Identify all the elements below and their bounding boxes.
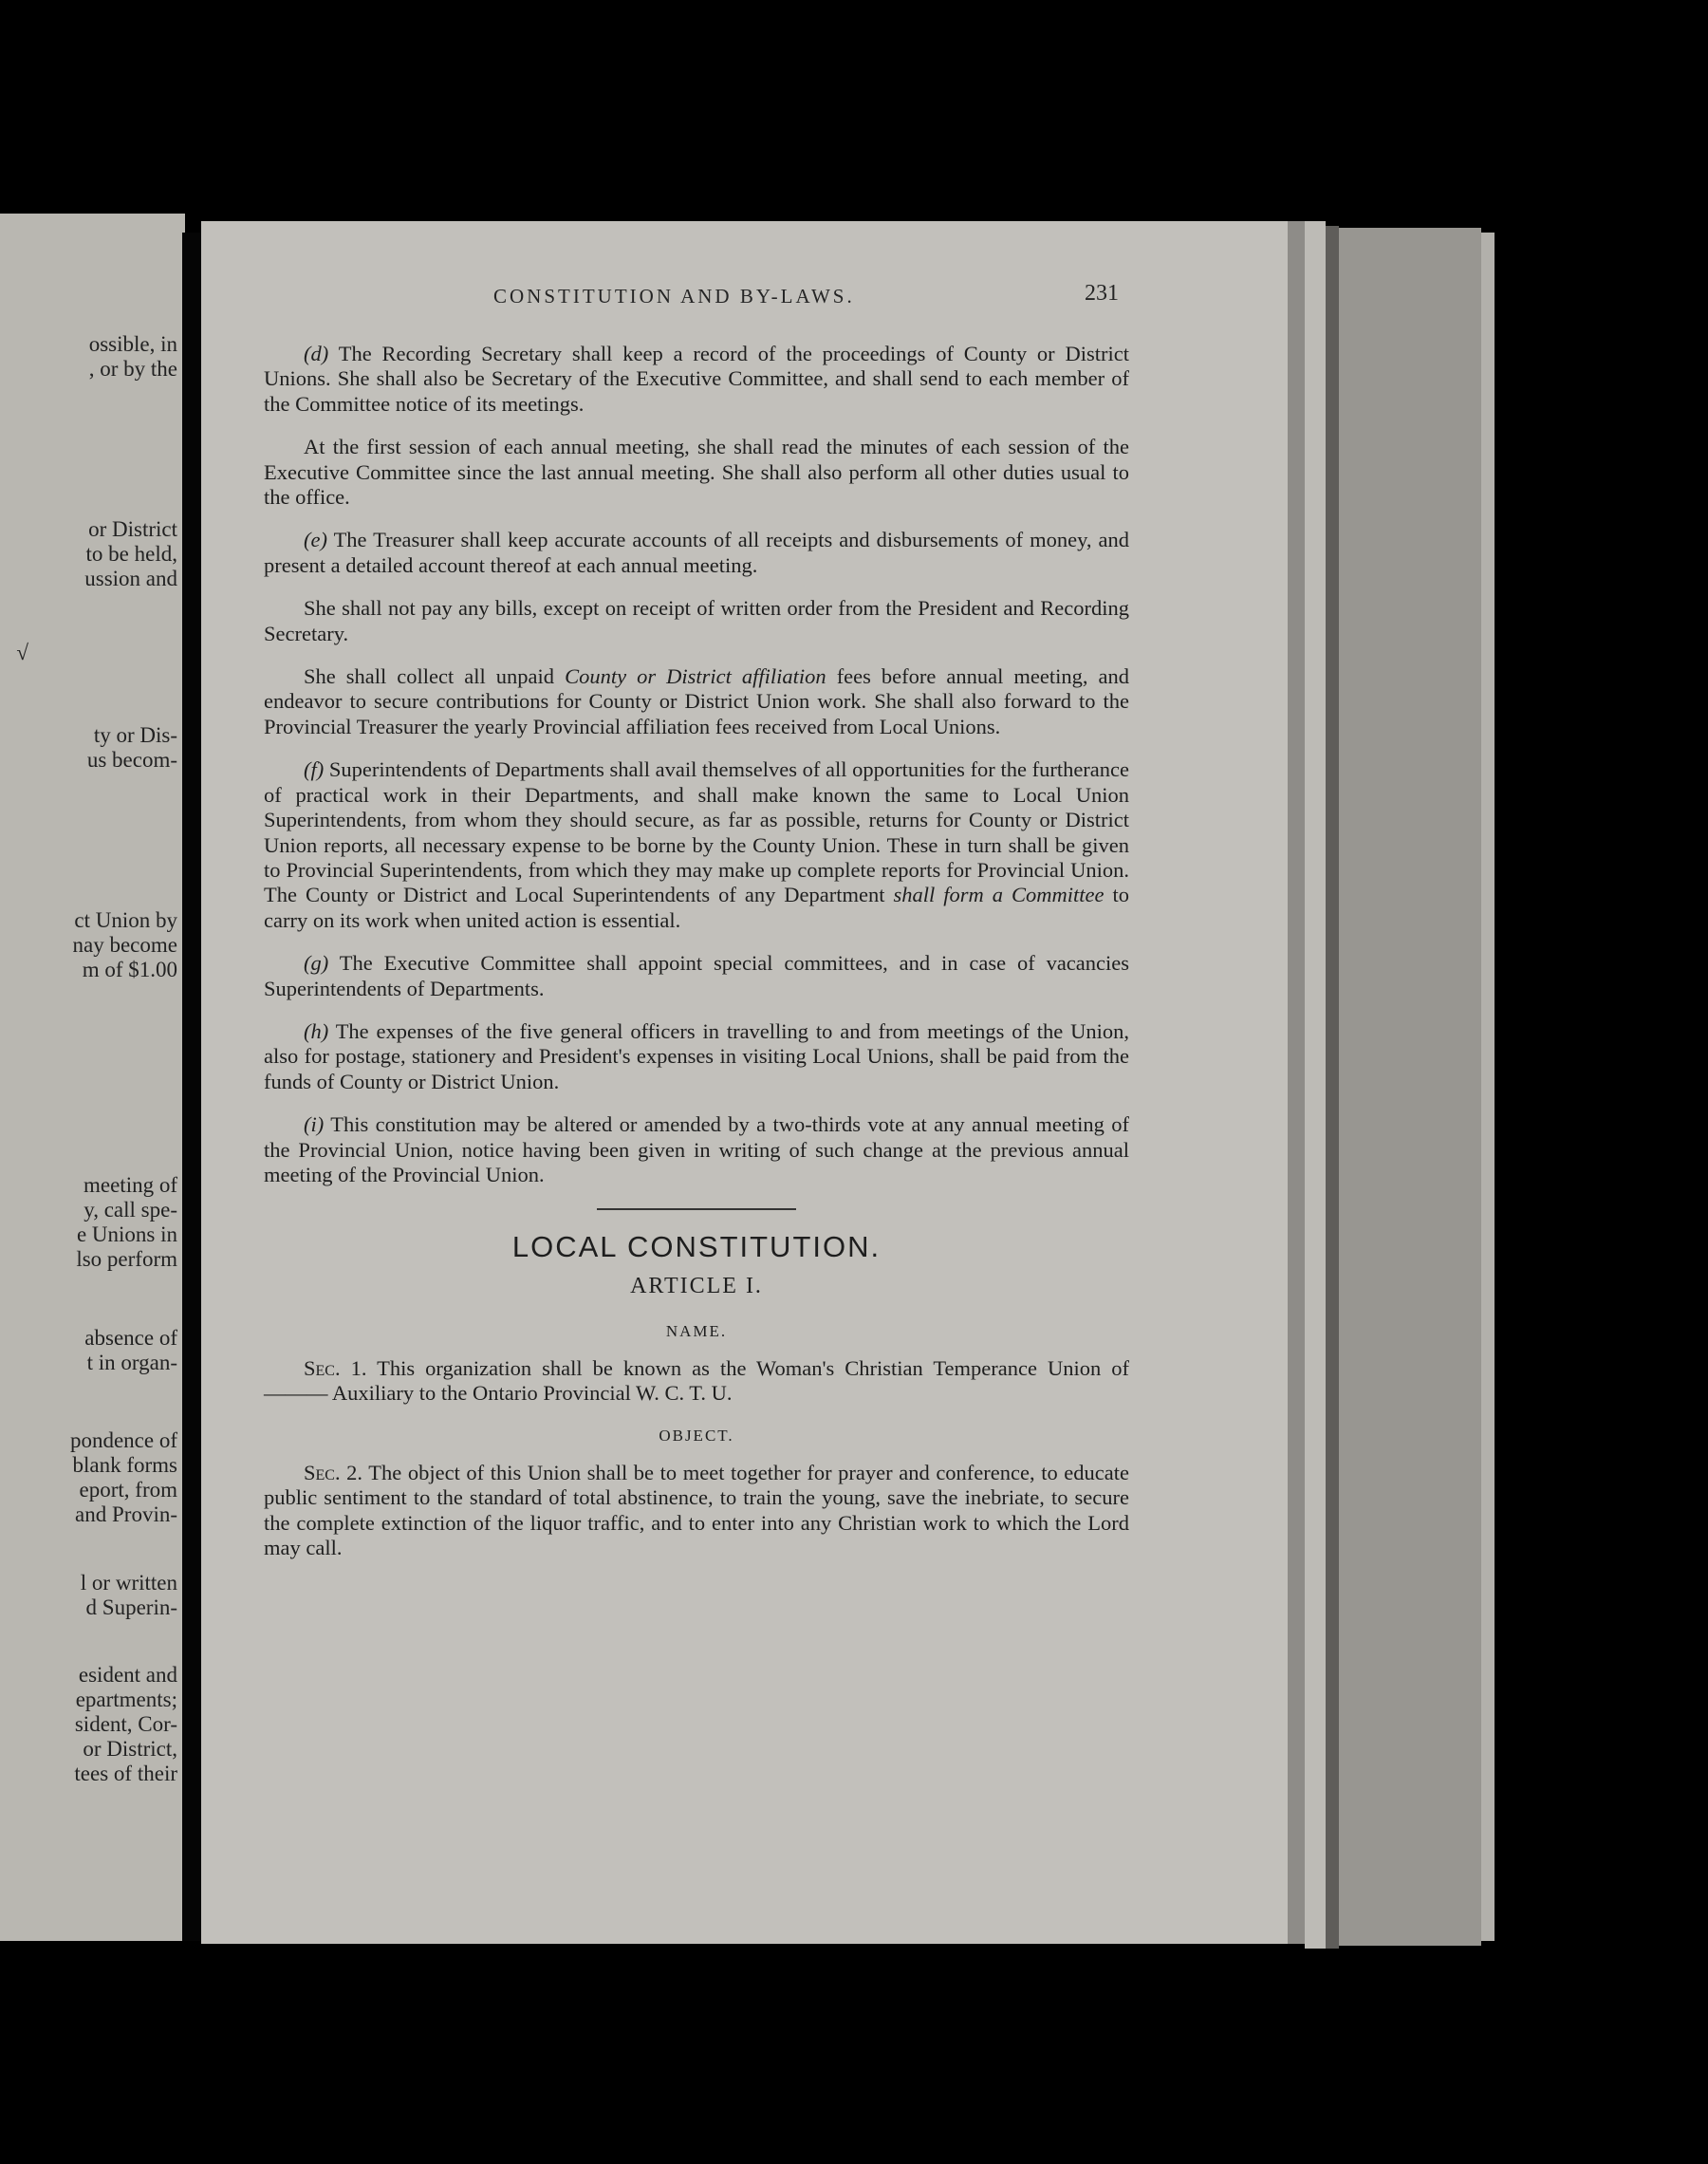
sec-text: The object of this Union shall be to meet together for prayer and conference, to educate public sentiment to the standard of total abstinence, to train the young, save the inebriate, to secure the complete extinction of the liquor traffic, and to enter into any Christian work to which the Lord may call. — [264, 1460, 1130, 1560]
sec-label: Sec. 2. — [304, 1460, 363, 1484]
section-text: to carry on its work when united action is essential. — [264, 883, 1130, 932]
section-mark: (e) — [304, 528, 327, 552]
page-edge — [1305, 221, 1326, 1949]
left-page-fragment: ct Union by — [74, 908, 177, 932]
section-d — [264, 342, 1129, 417]
left-page-fragment: t in organ- — [86, 1351, 177, 1374]
left-page-fragment: pondence of — [69, 1428, 177, 1452]
left-page-fragment: tees of their — [74, 1762, 177, 1785]
left-page-fragment: sident, Cor- — [74, 1712, 177, 1736]
section-i — [264, 1112, 1129, 1187]
sec-text: This organization shall be known as the Woman's Christian Temperance Union of ——— Auxiliary to the Ontario Provincial W. C. T. U. — [264, 1355, 1129, 1405]
page-edge — [1326, 226, 1339, 1949]
section-text: The Recording Secretary shall keep a record of the proceedings of County or District Unions. She shall also be Secretary of the Executive Committee, and shall send to each member of the Committee notice of its meetings. — [264, 342, 1129, 416]
section-g — [264, 951, 1129, 1001]
left-page-fragment: d Superin- — [85, 1595, 177, 1619]
left-page-fragment: absence of — [84, 1326, 177, 1350]
section-e — [264, 528, 1129, 578]
section-mark: (f) — [304, 757, 325, 782]
section-text: Superintendents of Departments shall avail themselves of all opportunities for the furtherance of practical work in their Departments, and shall make known the same to Local Union Superintendents, from whom they should secure, as far as possible, returns for County or District Union reports, all necessary expense to be borne by the County Union. These in turn shall be given to Provincial Superintendents, from which they may make up complete reports for Provincial Union. The County or District and Local Superintendents of any Department — [264, 757, 1130, 907]
local-constitution-title: LOCAL CONSTITUTION. — [511, 1230, 882, 1264]
sec-1 — [264, 1356, 1129, 1407]
section-h — [264, 1019, 1129, 1094]
section-text: She shall collect all unpaid — [304, 664, 555, 689]
left-page-fragment: e Unions in — [76, 1222, 177, 1246]
left-page-fragment: or District, — [83, 1737, 177, 1761]
left-page-fragment: and Provin- — [75, 1502, 177, 1526]
left-page-fragment: m of $1.00 — [82, 958, 177, 981]
left-page-fragment: or District — [88, 517, 177, 541]
left-page-fragment: ussion and — [84, 567, 177, 590]
sec-2 — [264, 1461, 1129, 1561]
object-heading: OBJECT. — [659, 1427, 734, 1446]
article-heading: ARTICLE I. — [630, 1273, 763, 1298]
left-facing-page — [0, 214, 185, 1941]
left-page-fragment: l or written — [80, 1571, 177, 1595]
section-text: fees before annual meeting, and endeavor to secure contributions for County or District Union work. She shall also forward to the Provincial Treasurer the yearly Provincial affiliation fees received from Local Unions. — [264, 664, 1130, 738]
page-edge — [1481, 233, 1494, 1941]
left-page-fragment: lso perform — [76, 1247, 177, 1271]
left-page-fragment: ty or Dis- — [93, 723, 177, 747]
page-body — [264, 342, 1129, 1578]
left-page-fragment: to be held, — [85, 542, 177, 566]
left-page-fragment: blank forms — [72, 1453, 177, 1477]
left-page-fragment: nay become — [72, 933, 177, 957]
left-page-checkmark: √ — [16, 641, 28, 664]
section-e-fees — [264, 664, 1129, 739]
section-mark: (d) — [304, 342, 329, 365]
section-d-continued: At the first session of each annual meeting, she shall read the minutes of each session of the Executive Committee since the last annual meeting. She shall also perform all other duties usual to the office. — [264, 435, 1129, 510]
section-f — [264, 757, 1129, 933]
left-page-fragment: ossible, in — [88, 332, 177, 356]
section-text: The Treasurer shall keep accurate accounts of all receipts and disbursements of money, and present a detailed account thereof at each annual meeting. — [264, 528, 1129, 577]
section-italic-text: shall form a Committee — [893, 883, 1105, 907]
running-header: CONSTITUTION AND BY-LAWS. — [493, 285, 855, 308]
left-page-fragment: , or by the — [88, 357, 177, 381]
section-text: The expenses of the five general officers in travelling to and from meetings of the Union, also for postage, stationery and President's expenses in visiting Local Unions, shall be paid from the funds of County or District Union. — [264, 1018, 1129, 1093]
section-text: This constitution may be altered or amended by a two-thirds vote at any annual meeting of the Provincial Union, notice having been given in writing of such change at the previous annual meeting of the Provincial Union. — [264, 1112, 1129, 1186]
section-mark: (i) — [304, 1112, 325, 1137]
left-page-fragment: esident and — [78, 1663, 177, 1687]
left-page-fragment: y, call spe- — [84, 1198, 177, 1222]
left-page-fragment: meeting of — [84, 1173, 177, 1197]
section-mark: (g) — [304, 951, 329, 976]
page-edge — [1288, 221, 1305, 1944]
left-page-fragment: eport, from — [79, 1478, 177, 1502]
sec-label: Sec. 1. — [304, 1355, 367, 1380]
section-e-continued: She shall not pay any bills, except on receipt of written order from the President and Recording Secretary. — [264, 596, 1129, 645]
page-edge — [1339, 228, 1481, 1946]
page-number: 231 — [1085, 281, 1119, 306]
section-mark: (h) — [304, 1018, 329, 1043]
name-heading: NAME. — [665, 1322, 728, 1341]
left-page-fragment: epartments; — [75, 1688, 177, 1711]
section-divider — [597, 1208, 796, 1210]
section-text: The Executive Committee shall appoint special committees, and in case of vacancies Superintendents of Departments. — [264, 951, 1130, 1000]
section-italic-text: County or District affiliation — [565, 664, 826, 689]
left-page-fragment: us becom- — [86, 748, 177, 772]
